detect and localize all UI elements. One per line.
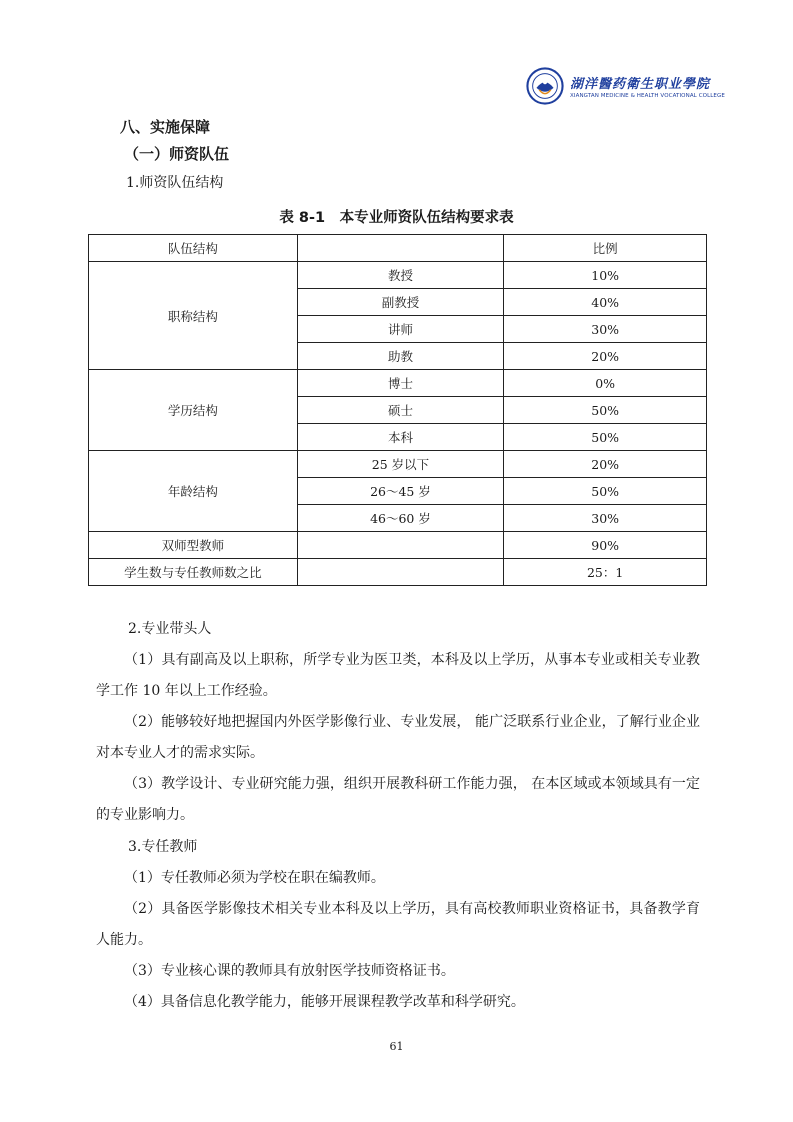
category-cell: 年龄结构	[89, 451, 298, 532]
item-heading-staff-structure: 1.师资队伍结构	[126, 175, 224, 191]
table-caption: 表 8-1 本专业师资队伍结构要求表	[279, 210, 514, 226]
ratio-cell: 20%	[504, 451, 707, 478]
subsection-heading: （一）师资队伍	[124, 145, 230, 163]
table-row	[89, 262, 707, 289]
header-cell	[297, 235, 504, 262]
paragraph: （2）能够较好地把握国内外医学影像行业、专业发展， 能广泛联系行业企业，了解行业企业对本专业人才的需求实际。	[96, 714, 700, 761]
college-name-en: XIANGTAN MEDICINE & HEALTH VOCATIONAL COLLEGE	[570, 93, 725, 99]
item-cell: 讲师	[297, 316, 504, 343]
table-row	[89, 370, 707, 397]
item-cell	[297, 532, 504, 559]
paragraph: （3）专业核心课的教师具有放射医学技师资格证书。	[124, 963, 455, 979]
page-number: 61	[389, 1040, 404, 1053]
table-header-row	[89, 235, 707, 262]
item-cell: 助教	[297, 343, 504, 370]
staff-structure-table	[88, 234, 707, 586]
item-cell: 25 岁以下	[297, 451, 504, 478]
ratio-cell: 20%	[504, 343, 707, 370]
category-cell: 双师型教师	[89, 532, 298, 559]
item-cell: 副教授	[297, 289, 504, 316]
paragraph: （1）专任教师必须为学校在职在编教师。	[124, 870, 385, 886]
college-name-cn: 湖洋醫药衛生职业學院	[570, 77, 711, 92]
ratio-cell: 50%	[504, 397, 707, 424]
category-cell: 学生数与专任教师数之比	[89, 559, 298, 586]
table-row	[89, 559, 707, 586]
paragraph: （4）具备信息化教学能力，能够开展课程教学改革和科学研究。	[124, 994, 525, 1010]
header-cell: 比例	[504, 235, 707, 262]
ratio-cell: 0%	[504, 370, 707, 397]
item-cell: 硕士	[297, 397, 504, 424]
category-cell: 学历结构	[89, 370, 298, 451]
header-cell: 队伍结构	[89, 235, 298, 262]
ratio-cell: 90%	[504, 532, 707, 559]
college-seal-icon	[526, 67, 564, 105]
paragraph: （2）具备医学影像技术相关专业本科及以上学历，具有高校教师职业资格证书，具备教学育人能力。	[96, 901, 700, 948]
ratio-cell: 25：1	[504, 559, 707, 586]
item-cell: 本科	[297, 424, 504, 451]
item-cell: 46～60 岁	[297, 505, 504, 532]
item-cell	[297, 559, 504, 586]
item-heading-leader: 2.专业带头人	[128, 621, 212, 637]
paragraph: （1）具有副高及以上职称，所学专业为医卫类，本科及以上学历，从事本专业或相关专业教学工作 10 年以上工作经验。	[96, 652, 700, 699]
item-cell: 教授	[297, 262, 504, 289]
item-cell: 博士	[297, 370, 504, 397]
table-row	[89, 532, 707, 559]
item-cell: 26～45 岁	[297, 478, 504, 505]
ratio-cell: 50%	[504, 424, 707, 451]
category-cell: 职称结构	[89, 262, 298, 370]
leader-section	[96, 614, 700, 831]
table-row	[89, 451, 707, 478]
ratio-cell: 10%	[504, 262, 707, 289]
fulltime-section	[96, 832, 700, 1018]
ratio-cell: 30%	[504, 505, 707, 532]
ratio-cell: 40%	[504, 289, 707, 316]
section-heading: 八、实施保障	[120, 118, 211, 136]
ratio-cell: 30%	[504, 316, 707, 343]
paragraph: （3）教学设计、专业研究能力强，组织开展教科研工作能力强， 在本区域或本领域具有一定的专业影响力。	[96, 776, 700, 823]
item-heading-fulltime: 3.专任教师	[128, 839, 198, 855]
college-logo	[526, 66, 726, 106]
ratio-cell: 50%	[504, 478, 707, 505]
